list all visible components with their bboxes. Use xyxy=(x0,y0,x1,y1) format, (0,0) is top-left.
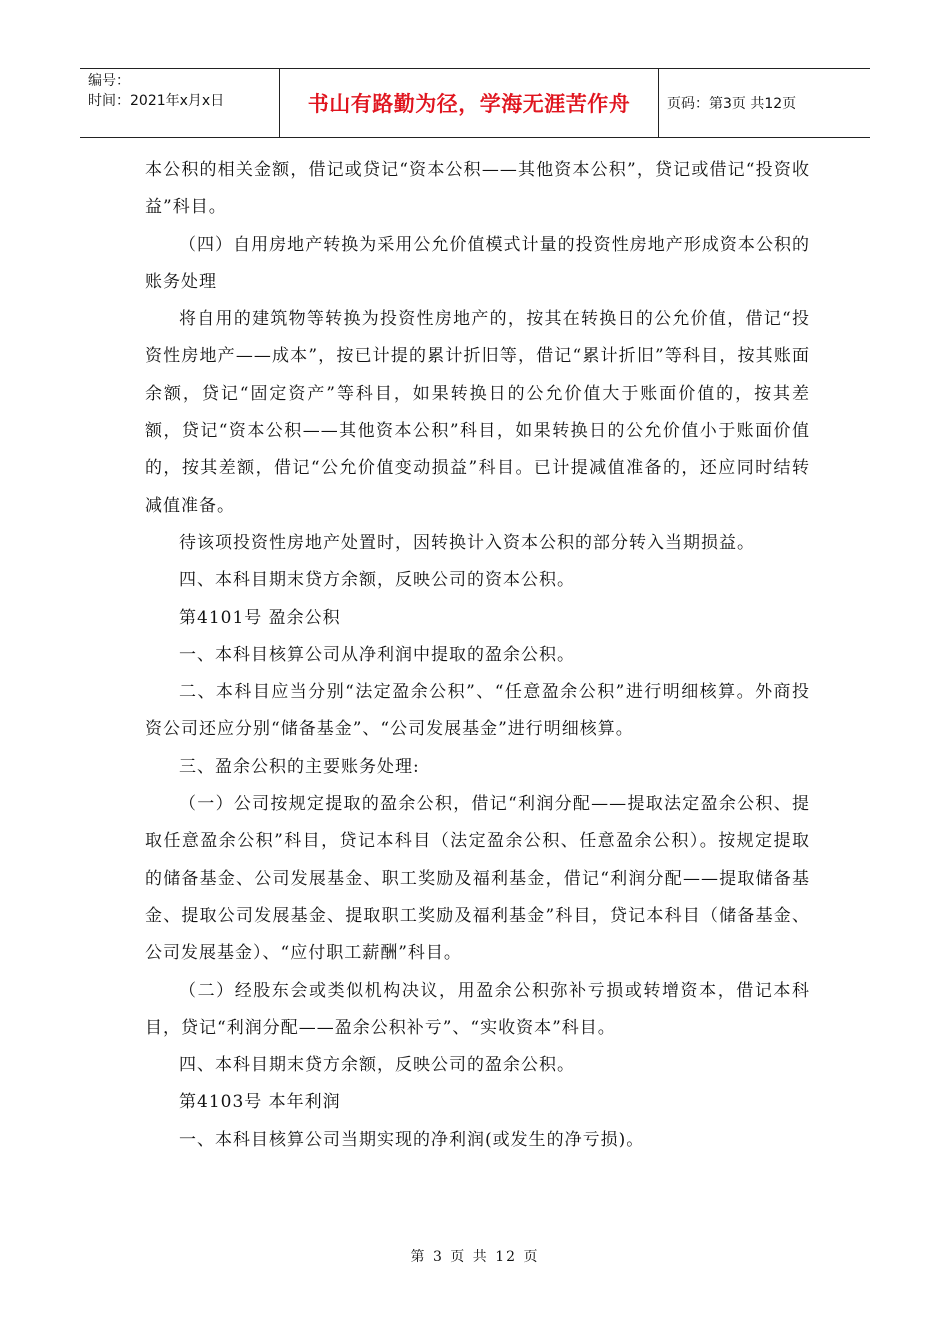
paragraph: 一、本科目核算公司从净利润中提取的盈余公积。 xyxy=(179,644,575,665)
paragraph: 待该项投资性房地产处置时，因转换计入资本公积的部分转入当期损益。 xyxy=(179,532,755,553)
paragraph: （二）经股东会或类似机构决议，用盈余公积弥补亏损或转增资本，借记本科目，贷记“利润分配——盈余公积补亏”、“实收资本”科目。 xyxy=(145,980,810,1038)
header-motto: 书山有路勤为径，学海无涯苦作舟 xyxy=(280,69,659,137)
document-time: 时间：2021年x月x日 xyxy=(88,93,225,109)
document-number-label: 编号： xyxy=(88,73,130,89)
paragraph: 三、盈余公积的主要账务处理: xyxy=(179,756,420,777)
paragraph: 四、本科目期末贷方余额，反映公司的资本公积。 xyxy=(179,570,575,591)
account-title: 第4101号 盈余公积 xyxy=(179,607,341,628)
page-footer: 第 3 页 共 12 页 xyxy=(410,1249,540,1265)
header-meta xyxy=(80,69,280,137)
paragraph: 四、本科目期末贷方余额，反映公司的盈余公积。 xyxy=(179,1055,575,1076)
page-header xyxy=(80,68,870,138)
header-page-info: 页码：第3页 共12页 xyxy=(667,96,797,112)
paragraph: 二、本科目应当分别“法定盈余公积”、“任意盈余公积”进行明细核算。外商投资公司还应分别“储备基金”、“公司发展基金”进行明细核算。 xyxy=(145,682,810,740)
paragraph: 将自用的建筑物等转换为投资性房地产的，按其在转换日的公允价值，借记“投资性房地产——成本”，按已计提的累计折旧等，借记“累计折旧”等科目，按其账面余额，贷记“固定资产”等科目，如果转换日的公允价值大于账面价值的，按其差额，贷记“资本公积——其他资本公积”科目，如果转换日的公允价值小于账面价值的，按其差额，借记“公允价值变动损益”科目。已计提减值准备的，还应同时结转减值准备。 xyxy=(145,309,810,516)
paragraph: 本公积的相关金额，借记或贷记“资本公积——其他资本公积”，贷记或借记“投资收益”科目。 xyxy=(145,160,810,218)
account-title: 第4103号 本年利润 xyxy=(179,1092,341,1113)
paragraph: （一）公司按规定提取的盈余公积，借记“利润分配——提取法定盈余公积、提取任意盈余公积”科目，贷记本科目（法定盈余公积、任意盈余公积）。按规定提取的储备基金、公司发展基金、职工奖励及福利基金，借记“利润分配——提取储备基金、提取公司发展基金、提取职工奖励及福利基金”科目，贷记本科目（储备基金、公司发展基金）、“应付职工薪酬”科目。 xyxy=(145,794,810,964)
paragraph: 一、本科目核算公司当期实现的净利润(或发生的净亏损)。 xyxy=(179,1129,645,1150)
section-heading: （四）自用房地产转换为采用公允价值模式计量的投资性房地产形成资本公积的账务处理 xyxy=(145,234,810,292)
document-body xyxy=(145,152,810,1159)
